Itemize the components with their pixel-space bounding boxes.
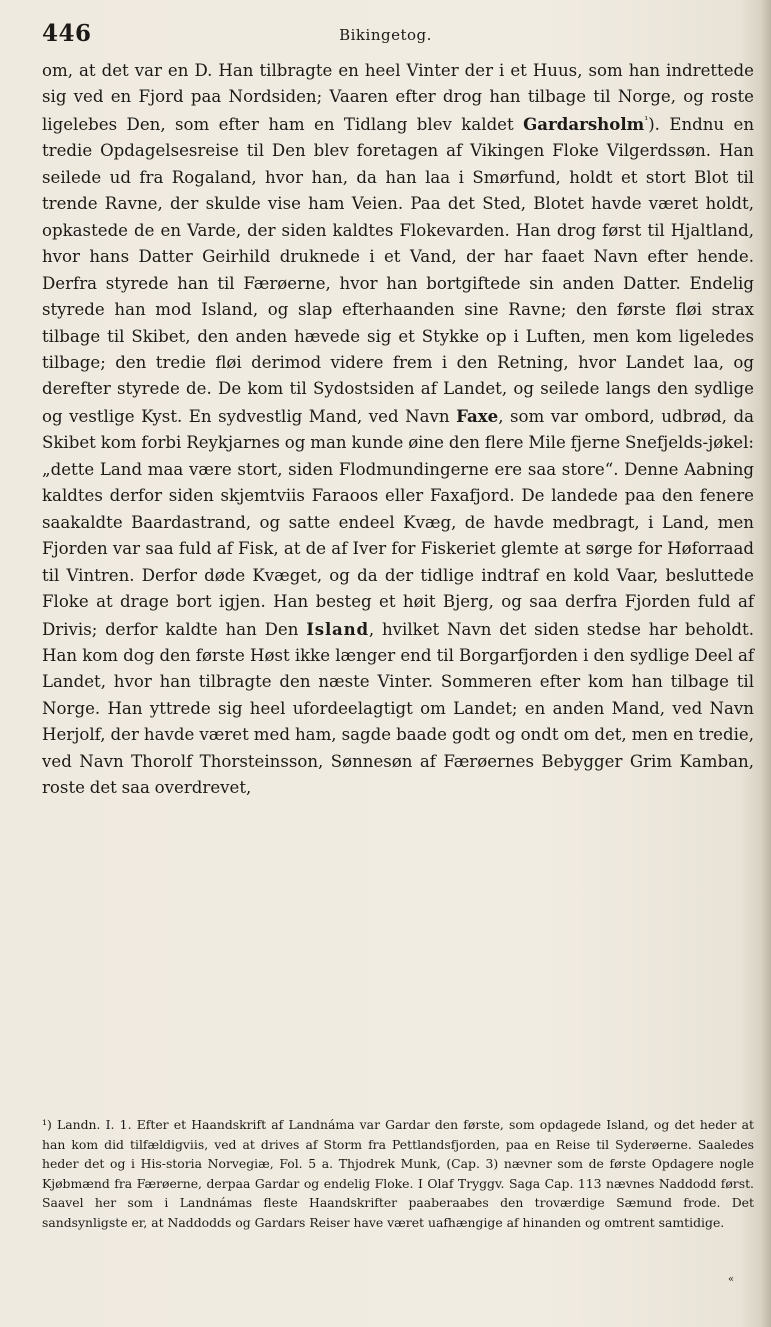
footnote <box>42 1115 754 1233</box>
main-paragraph <box>42 58 754 802</box>
term-island: Island <box>306 618 369 639</box>
footnote-text: Landn. I. 1. Efter et Haandskrift af Landnáma var Gardar den første, som opdagede Island, og det heder at han kom did tilfældigviis, ved at drives af Storm fra Pettlandsfjorden, paa en Reise til Syderøerne. Saaledes heder det og i His-storia Norvegiæ, Fol. 5 a. Thjodrek Munk, (Cap. 3) nævner som de første Opdagere nogle Kjøbmænd fra Færøerne, derpaa Gardar og endelig Floke. I Olaf Tryggv. Saga Cap. 113 nævnes Naddodd først. Saavel her som i Landnámas fleste Haandskrifter paaberaabes den troværdige Sæmund frode. Det sandsynligste er, at Naddodds og Gardars Reiser have været uafhængige af hinanden og omtrent samtidige. <box>42 1117 754 1230</box>
paragraph-text-part-2: ). Endnu en tredie Opdagelsesreise til Den blev foretagen af Vikingen Floke Vilgerdssøn. Han seilede ud fra Rogaland, hvor han, da han laa i Smørfund, holdt et stort Blot til trende Ravne, der skulde vise ham Veien. Paa det Sted, Blotet havde været holdt, opkastede de en Varde, der siden kaldtes Flokevarden. Han drog først til Hjaltland, hvor hans Datter Geirhild druknede i et Vand, der har faaet Navn efter hende. Derfra styrede han til Færøerne, hvor han bortgiftede sin anden Datter. Endelig styrede han mod Island, og slap efterhaanden sine Ravne; den første fløi strax tilbage til Skibet, den anden hævede sig et Stykke op i Luften, men kom ligeledes tilbage; den tredie fløi derimod videre frem i den Retning, hvor Landet laa, og derefter styrede de. De kom til Sydostsiden af Landet, og seilede langs den sydlige og vestlige Kyst. En sydvestlig Mand, ved Navn <box>42 114 755 426</box>
paragraph-text-part-4: , hvilket Navn det siden stedse har beholdt. Han kom dog den første Høst ikke længer end til Borgarfjorden i den sydlige Deel af Landet, hvor han tilbragte den næste Vinter. Sommeren efter kom han tilbage til Norge. Han yttrede sig heel ufordeelagtigt om Landet; en anden Mand, ved Navn Herjolf, der havde været med ham, sagde baade godt og ondt om det, men en tredie, ved Navn Thorolf Thorsteinsson, Sønnesøn af Færøernes Bebygger Grim Kamban, roste det saa overdrevet, <box>42 619 755 798</box>
page-number: 446 <box>42 20 92 47</box>
running-title: Bikingetog. <box>339 26 432 44</box>
footnote-marker: ¹) <box>42 1117 52 1132</box>
footnote-reference: ¹ <box>644 115 649 127</box>
term-gardarsholm: Gardarsholm <box>523 113 645 134</box>
printer-mark: « <box>728 1274 735 1285</box>
paragraph-text-part-1: om, at det var en D. Han tilbragte en heel Vinter der i et Huus, som han indrettede sig ved en Fjord paa Nordsiden; Vaaren efter drog han tilbage til Norge, og roste ligelebes Den, som efter ham en Tidlang blev kaldet <box>42 61 754 134</box>
page-edge <box>761 0 771 1327</box>
term-faxe: Faxe <box>456 405 499 426</box>
paragraph-text-part-3: , som var ombord, udbrød, da Skibet kom forbi Reykjarnes og man kunde øine den flere Mile fjerne Snefjelds-jøkel: „dette Land maa være stort, siden Flodmundingerne ere saa store“. Denne Aabning kaldtes derfor siden skjemtviis Faraoos eller Faxafjord. De landede paa den fenere saakaldte Baardastrand, og satte endeel Kvæg, de havde medbragt, i Land, men Fjorden var saa fuld af Fisk, at de af Iver for Fiskeriet glemte at sørge for Høforraad til Vintren. Derfor døde Kvæget, og da der tidlige indtraf en kold Vaar, besluttede Floke at drage bort igjen. Han besteg et høit Bjerg, og saa derfra Fjorden fuld af Drivis; derfor kaldte han Den <box>42 406 754 639</box>
